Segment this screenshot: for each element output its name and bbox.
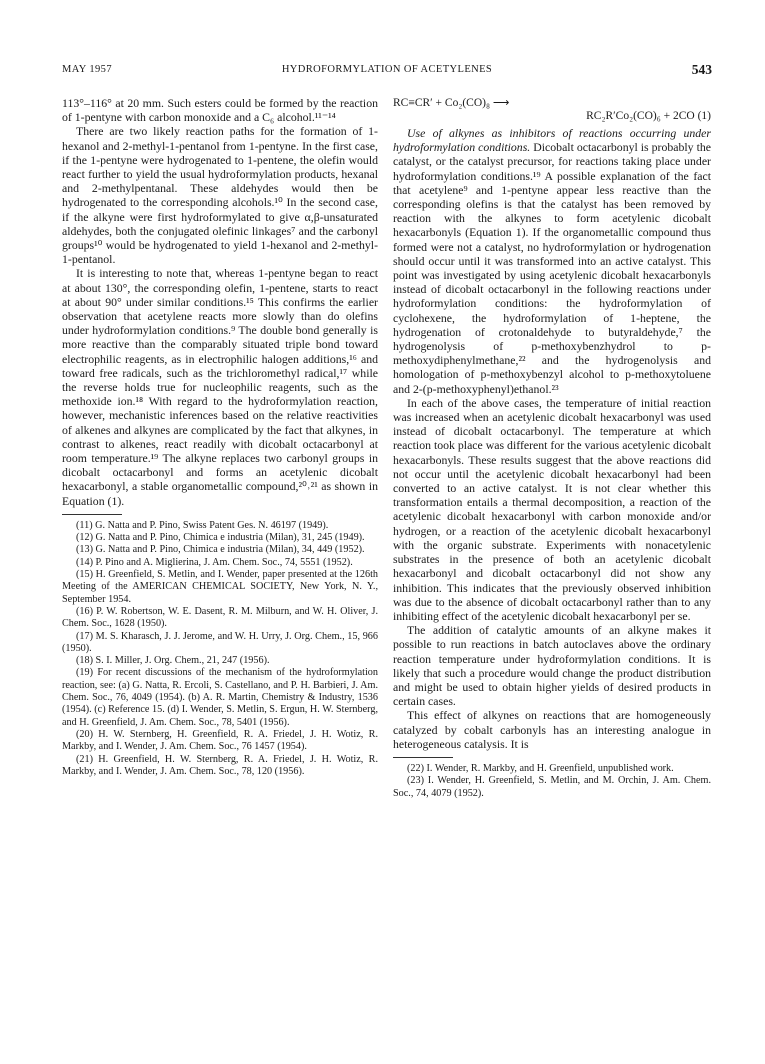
equation-line: RC≡CR′ + Co₂(CO)₈ ⟶	[393, 97, 510, 109]
footnote: (21) H. Greenfield, H. W. Sternberg, R. A. Friedel, J. H. Wotiz, R. Markby, and I. Wender, J. Am. Chem. Soc., 78, 120 (1956).	[62, 753, 378, 777]
footnote: (18) S. I. Miller, J. Org. Chem., 21, 247 (1956).	[76, 655, 270, 667]
left-column	[62, 96, 378, 778]
footnote: (17) M. S. Kharasch, J. J. Jerome, and W. H. Urry, J. Org. Chem., 15, 966 (1950).	[62, 630, 378, 654]
paragraph: In each of the above cases, the temperature of initial reaction was increased when an acetylenic dicobalt hexacarbonyl was used instead of dicobalt octacarbonyl. The temperature at which reaction took place was different for the various acetylenic dicobalt hexacarbonyls. These results suggest that the above reactions did not occur until the acetylenic dicobalt hexacarbonyl had been converted to an active catalyst. It is not clear whether this transformation entails a thermal decomposition, a reaction of the acetylenic dicobalt hexacarbonyl with carbon monoxide and/or hydrogen, or a reaction of the acetylenic dicobalt hexacarbonyl with the organic substrate. Experiments with nonacetylenic substrates in the presence of both an acetylenic dicobalt hexacarbonyl and dicobalt octacarbonyl did not show any inhibition. This indicates that the previously observed inhibition was due to the absence of dicobalt octacarbonyl rather than to any inhibiting effect of the acetylenic dicobalt hexacarbonyl per se.	[393, 395, 711, 623]
paragraph-body: Dicobalt octacarbonyl is probably the catalyst, or the catalyst precursor, for reactions taking place under hydroformylation conditions.¹⁹ A possible explanation of the fact that acetylene⁹ and 1-pentyne appear less reactive than the corresponding olefins is that the catalyst has been removed by reaction with the alkynes to form acetylenic dicobalt hexacarbonyls (Equation 1). If the organometallic compound thus formed were not a catalyst, no hydroformylation or hydrogenation should occur until it was transformed into an active catalyst. This point was investigated by using acetylenic dicobalt hexacarbonyls instead of dicobalt octacarbonyl in the following reactions under hydroformylation conditions: the hydroformylation of cyclohexene, the hydroformylation of 1-heptene, the hydrogenation of crotonaldehyde to butyraldehyde,⁷ the hydrogenolysis of p-methoxybenzhydrol to p-methoxydiphenylmethane,²² and the hydrogenolysis and homologation of p-methoxybenzyl alcohol to p-methoxytoluene and 2-(p-methoxyphenyl)ethanol.²³	[393, 140, 711, 396]
page-number: 543	[691, 62, 712, 77]
footnote: (15) H. Greenfield, S. Metlin, and I. Wender, paper presented at the 126th Meeting of the AMERICAN CHEMICAL SOCIETY, New York, N. Y., September 1954.	[62, 569, 378, 605]
equation-line: RC₂R′Co₂(CO)₆ + 2CO (1)	[586, 110, 711, 122]
running-title: HYDROFORMYLATION OF ACETYLENES	[281, 64, 493, 75]
footnote: (19) For recent discussions of the mechanism of the hydroformylation reaction, see: (a) G. Natta, R. Ercoli, S. Castellano, and P. H. Barbieri, J. Am. Chem. Soc., 76, 4049 (1954). (b) A. R. Martin, Chemistry & Industry, 1536 (1954). (c) Reference 15. (d) I. Wender, S. Metlin, S. Ergun, H. W. Sternberg, and H. Greenfield, J. Am. Chem. Soc., 78, 5401 (1956).	[62, 667, 378, 728]
section-heading: Use of alkynes as inhibitors of reactions occurring under hydroformylation conditions.	[393, 126, 711, 155]
footnote: (14) P. Pino and A. Miglierina, J. Am. Chem. Soc., 74, 5551 (1952).	[76, 556, 353, 568]
footnote: (20) H. W. Sternberg, H. Greenfield, R. A. Friedel, J. H. Wotiz, R. Markby, and I. Wender, J. Am. Chem. Soc., 76 1457 (1954).	[62, 728, 378, 753]
footnote-divider	[62, 514, 122, 515]
footnote-divider	[393, 757, 453, 758]
footnote: (11) G. Natta and P. Pino, Swiss Patent Ges. N. 46197 (1949).	[76, 519, 329, 531]
footnote: (22) I. Wender, R. Markby, and H. Greenfield, unpublished work.	[407, 762, 674, 774]
running-header	[62, 64, 712, 82]
paragraph: This effect of alkynes on reactions that are homogeneously catalyzed by cobalt carbonyls has an interesting analogue in heterogeneous catalysis. It is	[393, 708, 711, 751]
paragraph: There are two likely reaction paths for the formation of 1-hexanol and 2-methyl-1-pentanol from 1-pentyne. In the first case, if the 1-pentyne were hydrogenated to 1-pentene, the olefin would react further to yield the usual hydroformylation products, hexanal and 2-methylpentanal. These aldehydes would then be hydrogenated to the corresponding alcohols.¹⁰ In the second case, if the alkyne were first hydroformylated to give α,β-unsaturated aldehydes, both the conjugated olefinic linkages⁷ and the carbonyl groups¹⁰ would be hydrogenated to yield 1-hexanol and 2-methyl-1-pentanol.	[62, 124, 378, 267]
footnote: (13) G. Natta and P. Pino, Chimica e industria (Milan), 34, 449 (1952).	[76, 544, 365, 556]
footnotes	[393, 763, 711, 800]
footnote: (16) P. W. Robertson, W. E. Dasent, R. M. Milburn, and W. H. Oliver, J. Chem. Soc., 1628 (1950).	[62, 605, 378, 630]
paragraph: It is interesting to note that, whereas 1-pentyne began to react at about 130°, the corresponding olefin, 1-pentene, starts to react at about 90° under similar conditions.¹⁵ This confirms the earlier observation that acetylene reacts more slowly than do olefins under hydroformylation conditions.⁹ The double bond generally is more reactive than the comparably situated triple bond toward electrophilic reagents, as in electrophilic halogen additions,¹⁶ and toward free radicals, such as the trichloromethyl radical,¹⁷ while the reverse holds true for nucleophilic reagents, such as the methoxide ion.¹⁸ With regard to the hydroformylation reaction, however, mechanistic inferences based on the relative reactivities of alkenes and alkynes are complicated by the fact that alkynes, in contrast to alkenes, react readily with dicobalt octacarbonyl at room temperature.¹⁹ The alkyne replaces two carbonyl groups in dicobalt octacarbonyl and forms an acetylenic dicobalt hexacarbonyl, a stable organometallic compound,²⁰˒²¹ as shown in Equation (1).	[62, 266, 378, 508]
issue-date: MAY 1957	[62, 64, 112, 75]
footnotes	[62, 520, 378, 778]
equation-1	[393, 96, 711, 126]
footnote: (12) G. Natta and P. Pino, Chimica e industria (Milan), 31, 245 (1949).	[76, 532, 365, 544]
paragraph: The addition of catalytic amounts of an alkyne makes it possible to run reactions in batch autoclaves above the ordinary reaction temperature under hydroformylation conditions. It is likely that such a procedure would change the product distribution and might be used to obtain higher yields of desired products in certain cases.	[393, 623, 711, 709]
paragraph: 113°–116° at 20 mm. Such esters could be formed by the reaction of 1-pentyne with carbon monoxide and a C₆ alcohol.¹¹⁻¹⁴	[62, 96, 378, 125]
right-column	[393, 96, 711, 800]
paragraph	[393, 126, 711, 396]
footnote: (23) I. Wender, H. Greenfield, S. Metlin, and M. Orchin, J. Am. Chem. Soc., 74, 4079 (1952).	[393, 775, 711, 799]
